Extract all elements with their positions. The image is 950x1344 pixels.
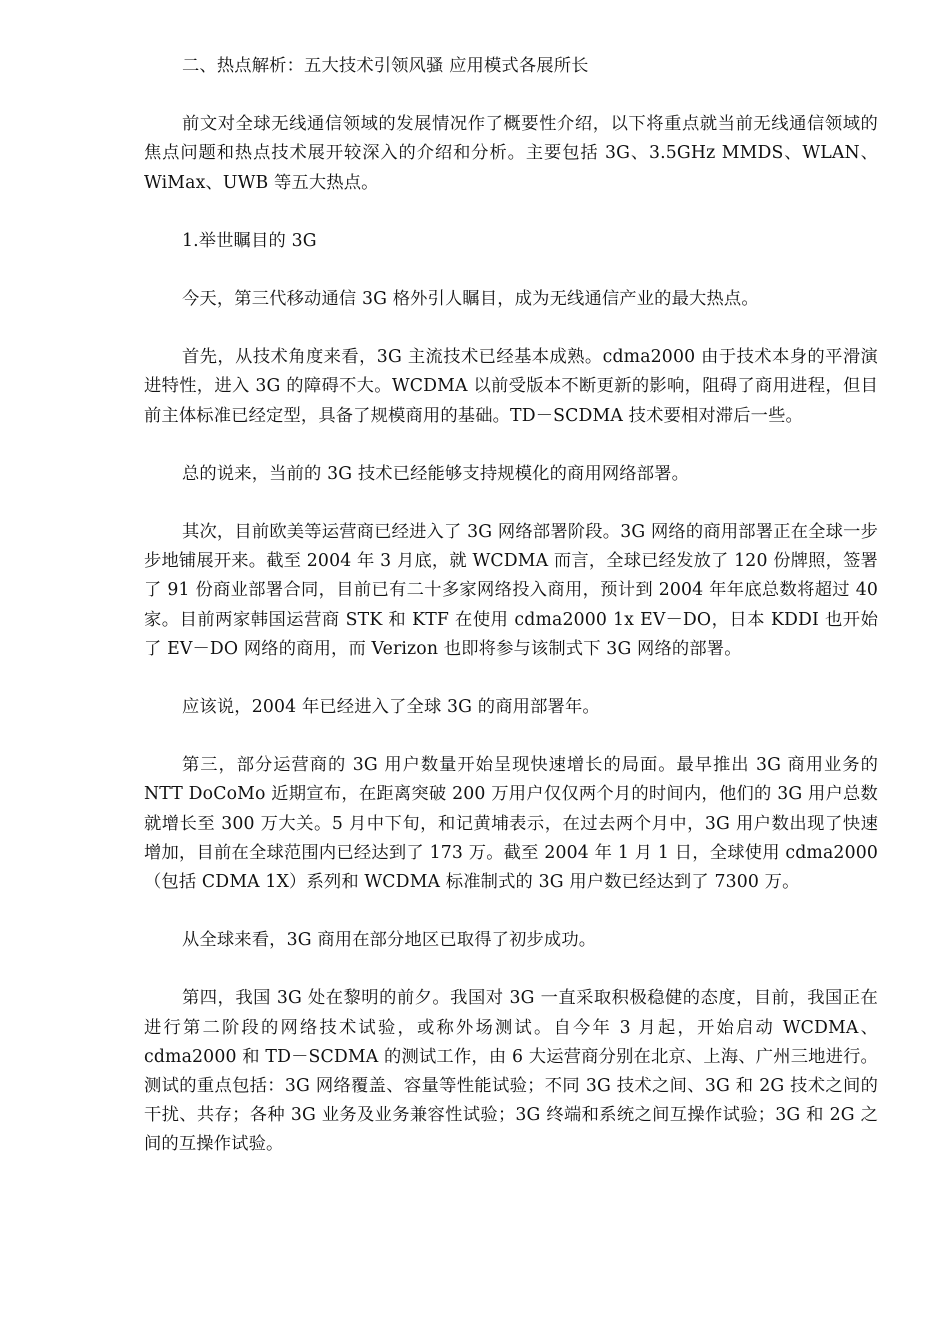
subsection-title: 1.举世瞩目的 3G <box>182 230 317 251</box>
document-page <box>144 52 878 1160</box>
body-paragraph: 从全球来看，3G 商用在部分地区已取得了初步成功。 <box>182 930 597 951</box>
body-paragraph: 总的说来，当前的 3G 技术已经能够支持规模化的商用网络部署。 <box>182 463 690 484</box>
body-paragraph: 应该说，2004 年已经进入了全球 3G 的商用部署年。 <box>182 697 600 718</box>
intro-paragraph: 前文对全球无线通信领域的发展情况作了概要性介绍，以下将重点就当前无线通信领域的焦点问题和热点技术展开较深入的介绍和分析。主要包括 3G、3.5GHz MMDS、WLAN、WiMax、UWB 等五大热点。 <box>144 114 878 193</box>
body-paragraph: 其次，目前欧美等运营商已经进入了 3G 网络部署阶段。3G 网络的商用部署正在全球一步步地铺展开来。截至 2004 年 3 月底，就 WCDMA 而言，全球已经发放了 120 份牌照，签署了 91 份商业部署合同，目前已有二十多家网络投入商用，预计到 2004 年年底总数将超过 40 家。目前两家韩国运营商 STK 和 KTF 在使用 cdma2000 1x EV－DO，日本 KDDI 也开始了 EV－DO 网络的商用，而 Verizon 也即将参与该制式下 3G 网络的部署。 <box>144 522 878 659</box>
body-paragraph: 第三，部分运营商的 3G 用户数量开始呈现快速增长的局面。最早推出 3G 商用业务的 NTT DoCoMo 近期宣布，在距离突破 200 万用户仅仅两个月的时间内，他们的 3G 用户总数就增长至 300 万大关。5 月中下旬，和记黄埔表示，在过去两个月中，3G 用户数出现了快速增加，目前在全球范围内已经达到了 173 万。截至 2004 年 1 月 1 日，全球使用 cdma2000（包括 CDMA 1X）系列和 WCDMA 标准制式的 3G 用户数已经达到了 7300 万。 <box>144 755 878 893</box>
body-paragraph: 第四，我国 3G 处在黎明的前夕。我国对 3G 一直采取积极稳健的态度，目前，我国正在进行第二阶段的网络技术试验，或称外场测试。自今年 3 月起，开始启动 WCDMA、cdma2000 和 TD－SCDMA 的测试工作，由 6 大运营商分别在北京、上海、广州三地进行。测试的重点包括：3G 网络覆盖、容量等性能试验；不同 3G 技术之间、3G 和 2G 技术之间的干扰、共存；各种 3G 业务及业务兼容性试验；3G 终端和系统之间互操作试验；3G 和 2G 之间的互操作试验。 <box>144 988 878 1155</box>
section-title: 二、热点解析：五大技术引领风骚 应用模式各展所长 <box>182 56 589 76</box>
body-paragraph: 今天，第三代移动通信 3G 格外引人瞩目，成为无线通信产业的最大热点。 <box>182 289 759 310</box>
body-paragraph: 首先，从技术角度来看，3G 主流技术已经基本成熟。cdma2000 由于技术本身的平滑演进特性，进入 3G 的障碍不大。WCDMA 以前受版本不断更新的影响，阻碍了商用进程，但目前主体标准已经定型，具备了规模商用的基础。TD－SCDMA 技术要相对滞后一些。 <box>144 347 878 426</box>
